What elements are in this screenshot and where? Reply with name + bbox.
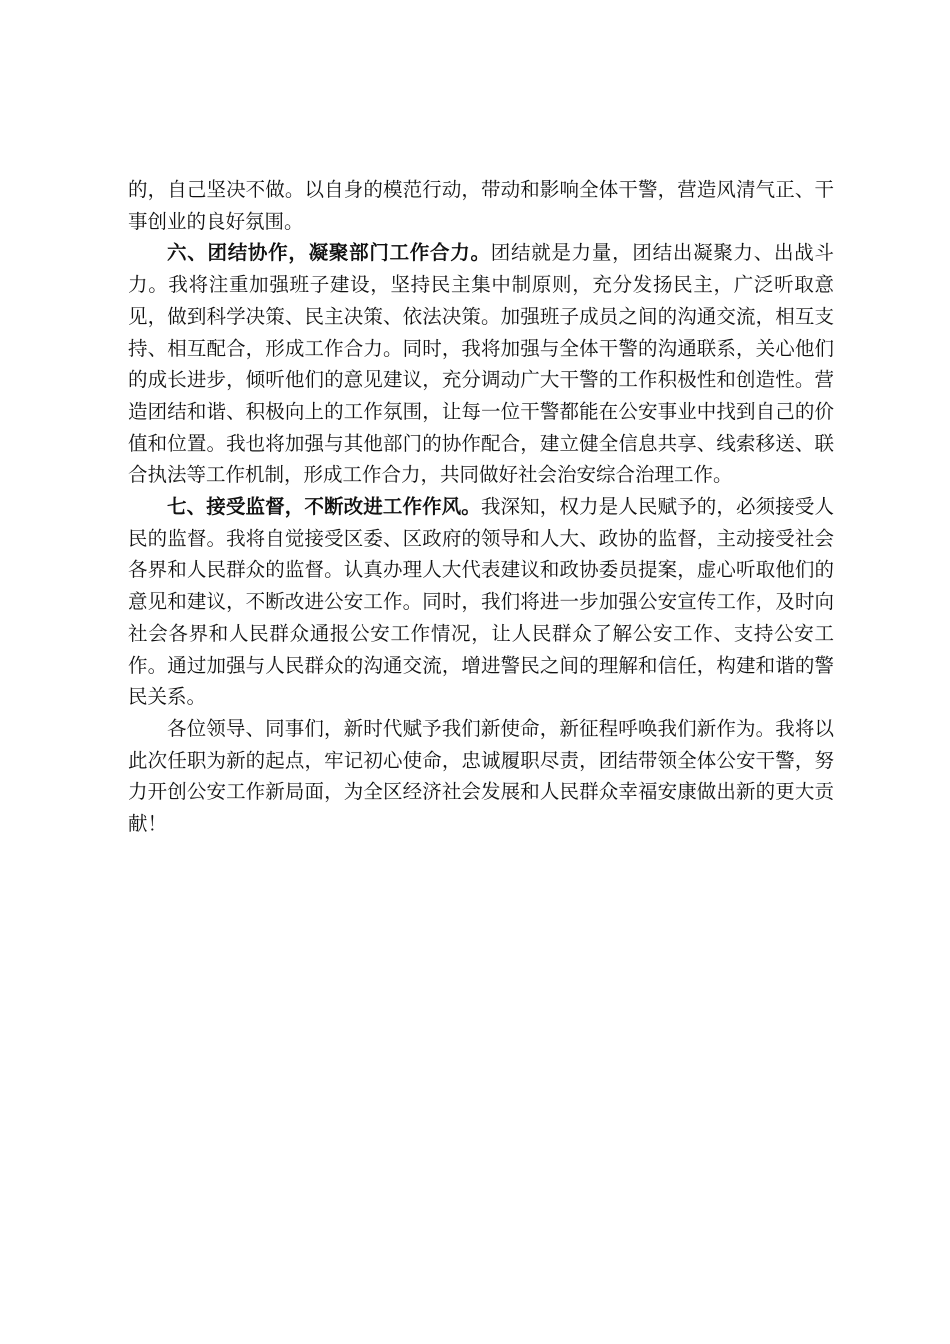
- paragraph-section-six: [128, 237, 834, 491]
- document-body: [128, 174, 834, 840]
- section-seven-heading: 七、接受监督，不断改进工作作风。: [167, 495, 481, 519]
- paragraph-section-seven: [128, 491, 834, 713]
- section-seven-body: 我深知，权力是人民赋予的，必须接受人民的监督。我将自觉接受区委、区政府的领导和人大、政协的监督，主动接受社会各界和人民群众的监督。认真办理人大代表建议和政协委员提案，虚心听取他们的意见和建议，不断改进公安工作。同时，我们将进一步加强公安宣传工作，及时向社会各界和人民群众通报公安工作情况，让人民群众了解公安工作、支持公安工作。通过加强与人民群众的沟通交流，增进警民之间的理解和信任，构建和谐的警民关系。: [128, 495, 834, 709]
- paragraph-closing: 各位领导、同事们，新时代赋予我们新使命，新征程呼唤我们新作为。我将以此次任职为新的起点，牢记初心使命，忠诚履职尽责，团结带领全体公安干警，努力开创公安工作新局面，为全区经济社会发展和人民群众幸福安康做出新的更大贡献！: [128, 716, 834, 836]
- paragraph-continuation: 的，自己坚决不做。以自身的模范行动，带动和影响全体干警，营造风清气正、干事创业的良好氛围。: [128, 178, 834, 233]
- section-six-body: 团结就是力量，团结出凝聚力、出战斗力。我将注重加强班子建设，坚持民主集中制原则，充分发扬民主，广泛听取意见，做到科学决策、民主决策、依法决策。加强班子成员之间的沟通交流，相互支持、相互配合，形成工作合力。同时，我将加强与全体干警的沟通联系，关心他们的成长进步，倾听他们的意见建议，充分调动广大干警的工作积极性和创造性。营造团结和谐、积极向上的工作氛围，让每一位干警都能在公安事业中找到自己的价值和位置。我也将加强与其他部门的协作配合，建立健全信息共享、线索移送、联合执法等工作机制，形成工作合力，共同做好社会治安综合治理工作。: [128, 241, 834, 487]
- section-six-heading: 六、团结协作，凝聚部门工作合力。: [167, 241, 491, 265]
